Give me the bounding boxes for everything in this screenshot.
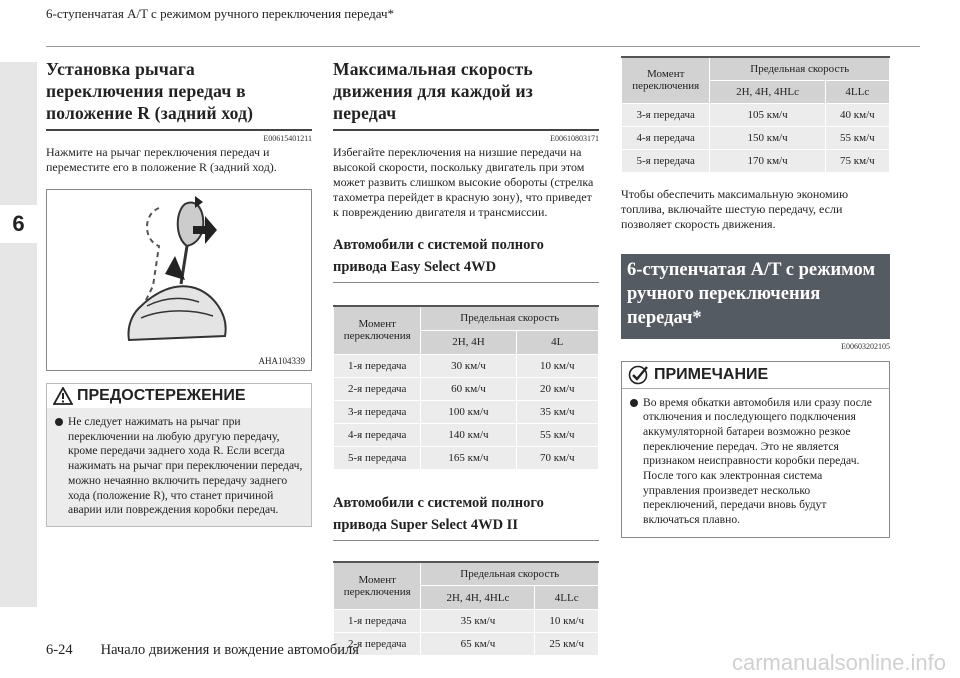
warning-triangle-icon (53, 387, 73, 405)
table-subheader: 2H, 4H, 4HLc (421, 586, 535, 610)
table-subheader: 4LLc (535, 586, 599, 610)
table-header-moment: Момент переключения (334, 306, 421, 354)
caution-box (46, 383, 312, 527)
table-row (622, 149, 890, 172)
table-subheader: 2H, 4H, 4HLc (710, 80, 825, 103)
note-text: Во время обкатки автомобиля или сразу после отключения и последующего подключения аккумуляторной батареи возможно резкое переключение передач. Это не является признаком неисправности коробки передач. После того как электронная система управления произведет несколько переключений, передачи вновь будут включаться плавно. (643, 395, 872, 527)
speed-cell: 10 км/ч (516, 354, 598, 377)
caution-text: Не следует нажимать на рычаг при переключении на любую другую передачу, кроме передачи заднего хода R. Если всегда нажимать на рычаг при переключении передач, можно нечаянно включить передачу заднего хода (положение R), что станет причиной аварии или повреждения коробки передач. (68, 415, 303, 517)
super-select-table-continued (621, 56, 890, 173)
watermark: carmanualsonline.info (731, 650, 946, 675)
page-footer (46, 642, 359, 659)
gear-cell: 4-я передача (622, 126, 710, 149)
column-reverse (46, 56, 312, 527)
bullet-icon (630, 399, 638, 407)
shift-lever-illustration (47, 190, 311, 370)
chapter-side-tab (0, 62, 37, 607)
super-select-table (333, 561, 599, 657)
manual-mode-code: E00603202105 (841, 341, 890, 351)
speed-cell: 70 км/ч (516, 446, 598, 469)
table-header-limit: Предельная скорость (710, 57, 890, 80)
note-label: ПРИМЕЧАНИЕ (654, 365, 769, 383)
table-row (334, 400, 599, 423)
gear-cell: 1-я передача (334, 610, 421, 633)
speed-cell: 150 км/ч (710, 126, 825, 149)
shift-lever-figure (46, 189, 312, 371)
table-row (622, 126, 890, 149)
note-box (621, 361, 890, 538)
reverse-section-text: Нажмите на рычаг переключения передач и переместите его в положение R (задний ход). (46, 145, 277, 174)
table-subheader: 4L (516, 330, 598, 354)
caution-item (47, 408, 311, 526)
table-row (622, 103, 890, 126)
caution-label: ПРЕДОСТЕРЕЖЕНИЕ (77, 387, 246, 404)
table-row (334, 633, 599, 656)
speed-cell: 65 км/ч (421, 633, 535, 656)
footer-section-title: Начало движения и вождение автомобиля (100, 642, 359, 658)
table-row (334, 354, 599, 377)
note-header (622, 362, 889, 389)
speed-cell: 165 км/ч (421, 446, 516, 469)
speed-cell: 100 км/ч (421, 400, 516, 423)
gear-cell: 5-я передача (334, 446, 421, 469)
column-max-speed (333, 56, 599, 656)
speed-cell: 40 км/ч (825, 103, 889, 126)
gear-cell: 5-я передача (622, 149, 710, 172)
speed-cell: 55 км/ч (825, 126, 889, 149)
running-title: 6-ступенчатая A/T с режимом ручного переключения передач* (46, 6, 395, 21)
check-note-icon (628, 365, 650, 385)
gear-cell: 4-я передача (334, 423, 421, 446)
table-subheader: 2H, 4H (421, 330, 516, 354)
speed-cell: 30 км/ч (421, 354, 516, 377)
table-row (334, 610, 599, 633)
speed-cell: 55 км/ч (516, 423, 598, 446)
note-item (622, 389, 889, 537)
column-manual-mode (621, 56, 890, 538)
header-rule (46, 46, 920, 47)
gear-cell: 2-я передача (334, 377, 421, 400)
super-select-subtitle: Автомобили с системой полного привода Super Select 4WD II (333, 492, 599, 541)
table-row (334, 423, 599, 446)
manual-mode-title: 6-ступенчатая A/T с режимом ручного переключения передач* (621, 254, 890, 339)
speed-cell: 140 км/ч (421, 423, 516, 446)
speed-cell: 35 км/ч (516, 400, 598, 423)
gear-cell: 3-я передача (334, 400, 421, 423)
page-number: 6-24 (46, 642, 73, 658)
speed-cell: 10 км/ч (535, 610, 599, 633)
reverse-section-code: E00615401211 (263, 134, 312, 143)
speed-cell: 105 км/ч (710, 103, 825, 126)
speed-cell: 25 км/ч (535, 633, 599, 656)
speed-cell: 35 км/ч (421, 610, 535, 633)
gear-cell: 2-я передача (334, 633, 421, 656)
table-header-limit: Предельная скорость (421, 306, 599, 330)
speed-cell: 60 км/ч (421, 377, 516, 400)
economy-text: Чтобы обеспечить максимальную экономию топлива, включайте шестую передачу, если позволяет скорость движения. (621, 186, 849, 231)
table-row (334, 446, 599, 469)
bullet-icon (55, 418, 63, 426)
speed-cell: 20 км/ч (516, 377, 598, 400)
figure-code: AHA104339 (258, 356, 305, 366)
chapter-number: 6 (0, 205, 37, 243)
easy-select-subtitle: Автомобили с системой полного привода Easy Select 4WD (333, 234, 599, 283)
max-speed-text: Избегайте переключения на низшие передачи на высокой скорости, поскольку двигатель при этом может развить слишком высокие обороты (стрелка тахометра перейдет в красную зону), что приведет к повреждению двигателя и трансмиссии. (333, 145, 594, 219)
table-subheader: 4LLc (825, 80, 889, 103)
easy-select-table (333, 305, 599, 470)
speed-cell: 75 км/ч (825, 149, 889, 172)
gear-cell: 1-я передача (334, 354, 421, 377)
max-speed-code: E00610803171 (550, 134, 599, 143)
speed-cell: 170 км/ч (710, 149, 825, 172)
gear-cell: 3-я передача (622, 103, 710, 126)
table-row (334, 377, 599, 400)
reverse-section-title: Установка рычага переключения передач в положение R (задний ход) (46, 56, 312, 131)
caution-header (47, 384, 311, 408)
table-header-moment: Момент переключения (334, 562, 421, 610)
table-header-moment: Момент переключения (622, 57, 710, 103)
table-header-limit: Предельная скорость (421, 562, 599, 586)
max-speed-title: Максимальная скорость движения для каждой из передач (333, 56, 599, 131)
